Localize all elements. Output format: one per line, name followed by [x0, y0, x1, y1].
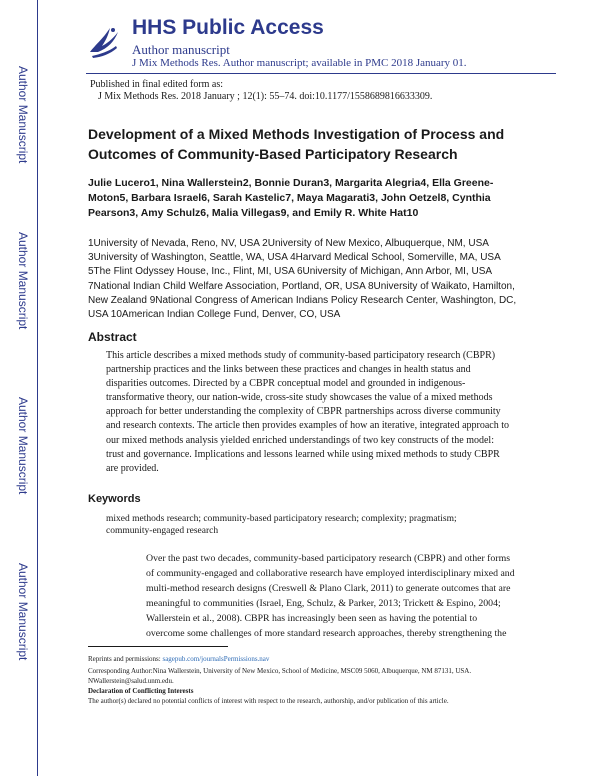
abstract-text: This article describes a mixed methods study of community-based participatory research (CBPR) partnership practices and the links between these practices and changes in health status and disparities outcomes. Directed by a CBPR conceptual model and grounded in indigenous-transformative theory, our nation-wide, cross-site study showcases the value of a mixed methods approach for better understanding the complexity of CBPR partnerships across diverse community and research contexts. The article then provides examples of how an iterative, integrated approach to our mixed methods analysis yielded enriched understandings of two key constructs of the model: trust and governance. Implications and lessons learned while using mixed methods to study CBPR are provided. [106, 350, 509, 474]
citation: J Mix Methods Res. 2018 January ; 12(1): 55–74. doi:10.1177/1558689816633309. [98, 91, 433, 102]
journal-availability: J Mix Methods Res. Author manuscript; available in PMC 2018 January 01. [132, 57, 467, 69]
header-divider [86, 73, 556, 74]
corresponding-author: Corresponding Author:Nina Wallerstein, University of New Mexico, School of Medicine, MSC09 5060, Albuquerque, NM 87131, USA. NWallerstein@salud.unm.edu. [88, 667, 472, 685]
body-paragraph: Over the past two decades, community-based participatory research (CBPR) and other forms of community-engaged and collaborative research have employed interdisciplinary mixed and multi-method research designs (Creswell & Plano Clark, 2011) to generate outcomes that are meaningful to communities (Israel, Eng, Schulz, & Parker, 2013; Trickett & Espino, 2004; Wallerstein et al., 2008). CBPR has increasingly been seen as having the potential to overcome some challenges of more standard research approaches, thereby strengthening the [146, 553, 515, 640]
hhs-public-access-title: HHS Public Access [132, 16, 324, 39]
article-title: Development of a Mixed Methods Investigation of Process and Outcomes of Community-Based Participatory Research [88, 126, 505, 162]
keywords-text: mixed methods research; community-based participatory research; complexity; pragmatism; community-engaged research [106, 514, 457, 536]
sidebar-label-2: Author Manuscript [16, 232, 30, 330]
affiliations: 1University of Nevada, Reno, NV, USA 2University of New Mexico, Albuquerque, NM, USA 3University of Washington, Seattle, WA, USA 4Harvard Medical School, Somerville, MA, USA 5The Flint Odyssey House, Inc., Flint, MI, USA 6University of Michigan, Ann Arbor, MI, USA 7National Indian Child Welfare Association, Portland, OR, USA 8University of Waikato, Hamilton, New Zealand 9National Congress of American Indians Policy Research Center, Washington, DC, USA 10American Indian College Fund, Denver, CO, USA [88, 238, 517, 321]
author-list: Julie Lucero1, Nina Wallerstein2, Bonnie Duran3, Margarita Alegria4, Ella Greene-Moton5, Barbara Israel6, Sarah Kastelic7, Maya Magarati3, John Oetzel8, Cynthia Pearson3, Amy Schulz6, Malia Villegas9, and Emily R. White Hat10 [88, 177, 494, 219]
author-manuscript-label: Author manuscript [132, 42, 230, 57]
keywords-heading: Keywords [88, 493, 141, 505]
reprints-line [88, 654, 528, 664]
sidebar-label-3: Author Manuscript [16, 397, 30, 495]
sidebar-label-4: Author Manuscript [16, 563, 30, 661]
footnote-divider [88, 646, 228, 647]
hhs-eagle-logo-icon [86, 22, 122, 60]
published-label: Published in final edited form as: [90, 79, 224, 90]
sidebar-label-1: Author Manuscript [16, 66, 30, 164]
sidebar-divider [37, 0, 38, 776]
conflicts-text: The author(s) declared no potential conflicts of interest with respect to the research, authorship, and/or publication of this article. [88, 697, 449, 705]
conflicts-heading: Declaration of Conflicting Interests [88, 687, 194, 695]
abstract-heading: Abstract [88, 330, 137, 344]
reprints-link[interactable]: sagepub.com/journalsPermissions.nav [162, 655, 270, 663]
reprints-label: Reprints and permissions: [88, 655, 161, 663]
